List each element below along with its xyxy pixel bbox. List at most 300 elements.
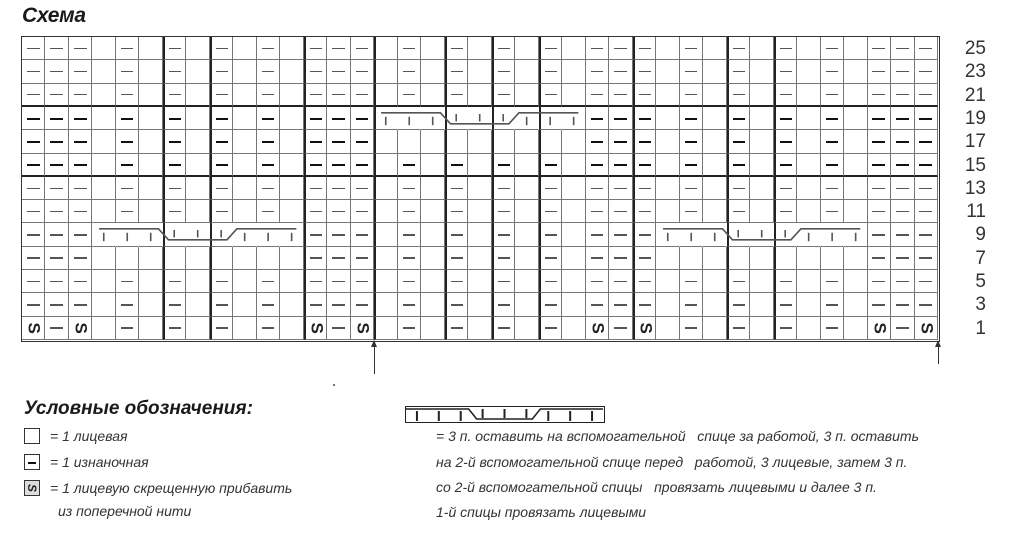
chart-cell-purl — [45, 154, 68, 177]
chart-cell-purl — [891, 177, 914, 200]
purl-dash-icon — [216, 188, 227, 190]
chart-cell-knit — [703, 200, 726, 223]
purl-dash-icon — [498, 281, 509, 283]
purl-dash-icon — [545, 327, 556, 329]
chart-cell-purl — [210, 200, 233, 223]
purl-dash-icon — [262, 281, 275, 283]
purl-dash-icon — [74, 141, 87, 143]
chart-cell-purl — [398, 177, 421, 200]
chart-cell-knit — [656, 200, 679, 223]
purl-dash-icon — [27, 71, 40, 73]
purl-dash-icon — [403, 327, 416, 329]
chart-cell-knit — [656, 247, 679, 270]
chart-cell-knit — [656, 154, 679, 177]
chart-cell-knit — [468, 223, 491, 246]
chart-cell-purl — [727, 200, 750, 223]
chart-cell-cable — [445, 107, 468, 130]
purl-dash-icon — [216, 94, 227, 96]
twisted-increase-icon: S — [587, 322, 607, 334]
purl-dash-icon — [614, 188, 627, 190]
chart-cell-purl — [680, 154, 703, 177]
chart-cell-knit — [233, 317, 256, 340]
purl-dash-icon — [332, 94, 345, 96]
purl-dash-icon — [74, 71, 87, 73]
chart-cell-knit — [703, 130, 726, 153]
chart-cell-knit — [139, 293, 162, 316]
purl-dash-icon — [639, 257, 650, 259]
chart-cell-knit — [656, 130, 679, 153]
purl-dash-icon — [451, 234, 462, 236]
chart-cell-purl — [45, 223, 68, 246]
chart-cell-purl — [633, 130, 656, 153]
chart-cell-purl — [45, 37, 68, 60]
chart-cell-knit — [750, 200, 773, 223]
chart-cell-purl — [257, 293, 280, 316]
twisted-increase-icon: S — [24, 322, 44, 334]
chart-cell-purl — [163, 60, 186, 83]
row-number-label: 17 — [964, 131, 986, 153]
purl-dash-icon — [780, 211, 791, 213]
purl-dash-icon — [614, 327, 627, 329]
chart-cell-knit — [468, 37, 491, 60]
chart-cell-cable — [163, 223, 186, 246]
chart-cell-purl — [586, 223, 609, 246]
purl-dash-icon — [498, 257, 509, 259]
chart-cell-knit — [233, 37, 256, 60]
chart-title: Схема — [22, 4, 86, 27]
chart-cell-purl — [210, 60, 233, 83]
purl-dash-icon — [262, 118, 275, 120]
purl-dash-icon — [896, 188, 909, 190]
purl-dash-icon — [121, 118, 134, 120]
chart-cell-purl — [539, 154, 562, 177]
purl-dash-icon — [591, 211, 604, 213]
chart-cell-purl — [727, 317, 750, 340]
legend-item-knit — [24, 428, 127, 444]
chart-cell-purl — [891, 270, 914, 293]
chart-cell-purl — [116, 317, 139, 340]
chart-cell-knit — [703, 317, 726, 340]
chart-cell-purl — [609, 130, 632, 153]
chart-cell-purl — [45, 200, 68, 223]
chart-cell-knit — [750, 37, 773, 60]
chart-cell-purl — [445, 223, 468, 246]
row-number-label: 15 — [964, 154, 986, 176]
purl-dash-icon — [591, 234, 604, 236]
purl-dash-icon — [356, 118, 369, 120]
purl-dash-icon — [545, 304, 556, 306]
chart-cell-knit — [797, 84, 820, 107]
chart-cell-knit — [233, 293, 256, 316]
purl-dash-icon — [498, 94, 509, 96]
purl-dash-icon — [332, 71, 345, 73]
purl-dash-icon — [919, 71, 932, 73]
purl-dash-icon — [50, 141, 63, 143]
row-number-label: 13 — [964, 177, 986, 199]
chart-cell-purl — [351, 60, 374, 83]
chart-cell-knit — [280, 84, 303, 107]
chart-cell-knit — [233, 130, 256, 153]
chart-cell-purl — [891, 37, 914, 60]
purl-dash-icon — [262, 304, 275, 306]
purl-dash-icon — [310, 94, 321, 96]
chart-cell-purl — [774, 130, 797, 153]
chart-cell-purl — [774, 60, 797, 83]
purl-dash-icon — [826, 118, 839, 120]
chart-cell-knit — [797, 60, 820, 83]
purl-dash-icon — [74, 281, 87, 283]
purl-dash-icon — [121, 141, 134, 143]
twisted-increase-icon: S — [353, 322, 373, 334]
purl-dash-icon — [896, 327, 909, 329]
purl-dash-icon — [403, 304, 416, 306]
purl-dash-icon — [356, 141, 369, 143]
chart-cell-knit — [492, 130, 515, 153]
chart-cell-knit — [421, 37, 444, 60]
chart-cell-knit — [92, 177, 115, 200]
chart-cell-purl — [680, 270, 703, 293]
chart-cell-purl — [304, 223, 327, 246]
chart-cell-purl — [257, 107, 280, 130]
chart-cell-purl — [821, 60, 844, 83]
chart-cell-cable — [280, 223, 303, 246]
chart-cell-purl — [445, 37, 468, 60]
chart-cell-cable — [703, 223, 726, 246]
purl-dash-icon — [919, 211, 932, 213]
chart-cell-purl — [586, 60, 609, 83]
chart-cell-purl — [915, 200, 938, 223]
chart-cell-purl — [868, 247, 891, 270]
chart-cell-cable — [774, 223, 797, 246]
purl-dash-icon — [919, 118, 932, 120]
chart-cell-knit — [750, 293, 773, 316]
chart-cell-purl — [351, 177, 374, 200]
purl-dash-icon — [121, 281, 134, 283]
chart-cell-knit — [750, 60, 773, 83]
chart-cell-twisted-increase — [69, 317, 92, 340]
purl-dash-icon — [896, 281, 909, 283]
chart-cell-knit — [844, 107, 867, 130]
chart-cell-purl — [327, 270, 350, 293]
chart-cell-knit — [562, 247, 585, 270]
purl-dash-icon — [262, 164, 275, 166]
chart-cell-purl — [116, 177, 139, 200]
chart-cell-knit — [139, 37, 162, 60]
chart-cell-purl — [351, 293, 374, 316]
purl-dash-icon — [826, 48, 839, 50]
chart-cell-knit — [280, 154, 303, 177]
chart-cell-purl — [868, 177, 891, 200]
purl-dash-icon — [74, 94, 87, 96]
chart-cell-knit — [515, 317, 538, 340]
purl-dash-icon — [614, 211, 627, 213]
purl-dash-icon — [74, 257, 87, 259]
chart-cell-purl — [633, 37, 656, 60]
chart-cell-knit — [398, 130, 421, 153]
chart-cell-purl — [539, 270, 562, 293]
chart-cell-knit — [280, 200, 303, 223]
purl-dash-icon — [310, 118, 321, 120]
chart-cell-purl — [586, 247, 609, 270]
chart-cell-purl — [492, 247, 515, 270]
purl-dash-icon — [614, 94, 627, 96]
chart-cell-knit — [468, 293, 491, 316]
purl-dash-icon — [685, 211, 698, 213]
chart-cell-purl — [163, 37, 186, 60]
purl-dash-icon — [310, 71, 321, 73]
purl-dash-icon — [27, 281, 40, 283]
purl-dash-icon — [872, 141, 885, 143]
chart-cell-purl — [116, 107, 139, 130]
purl-dash-icon — [545, 257, 556, 259]
chart-cell-purl — [327, 293, 350, 316]
purl-dash-icon — [685, 327, 698, 329]
chart-cell-purl — [774, 270, 797, 293]
row-number-label: 9 — [975, 224, 986, 246]
purl-dash-icon — [826, 164, 839, 166]
chart-cell-purl — [868, 293, 891, 316]
chart-cell-knit — [703, 60, 726, 83]
chart-cell-knit — [186, 317, 209, 340]
chart-cell-purl — [69, 130, 92, 153]
chart-cell-purl — [45, 84, 68, 107]
purl-dash-icon — [27, 94, 40, 96]
chart-cell-knit — [421, 200, 444, 223]
purl-dash-icon — [872, 71, 885, 73]
chart-cell-purl — [398, 154, 421, 177]
repeat-boundary-arrow-icon — [374, 346, 375, 374]
chart-cell-purl — [727, 107, 750, 130]
purl-dash-icon — [498, 71, 509, 73]
chart-cell-purl — [539, 293, 562, 316]
chart-cell-purl — [609, 177, 632, 200]
purl-dash-icon — [50, 94, 63, 96]
chart-cell-cable — [656, 223, 679, 246]
chart-cell-purl — [327, 223, 350, 246]
chart-cell-purl — [680, 293, 703, 316]
chart-cell-purl — [351, 223, 374, 246]
purl-dash-icon — [74, 211, 87, 213]
purl-dash-icon — [872, 48, 885, 50]
purl-dash-icon — [216, 48, 227, 50]
purl-dash-icon — [50, 71, 63, 73]
chart-cell-purl — [351, 154, 374, 177]
chart-cell-knit — [421, 317, 444, 340]
row-number-label: 21 — [964, 84, 986, 106]
chart-cell-purl — [633, 154, 656, 177]
chart-cell-knit — [844, 177, 867, 200]
purl-dash-icon — [733, 304, 744, 306]
purl-dash-icon — [50, 164, 63, 166]
chart-cell-cable — [492, 107, 515, 130]
chart-cell-knit — [186, 270, 209, 293]
chart-cell-purl — [539, 84, 562, 107]
purl-dash-icon — [403, 164, 416, 166]
chart-cell-purl — [539, 200, 562, 223]
chart-cell-knit — [280, 130, 303, 153]
chart-cell-purl — [727, 177, 750, 200]
chart-cell-cable — [562, 107, 585, 130]
chart-cell-purl — [69, 177, 92, 200]
purl-dash-icon — [74, 188, 87, 190]
chart-cell-purl — [116, 200, 139, 223]
chart-cell-purl — [727, 293, 750, 316]
chart-cell-purl — [492, 317, 515, 340]
purl-dash-icon — [919, 281, 932, 283]
purl-dash-icon — [614, 281, 627, 283]
chart-cell-knit — [92, 200, 115, 223]
chart-cell-purl — [45, 247, 68, 270]
chart-cell-purl — [915, 270, 938, 293]
purl-dash-icon — [27, 141, 40, 143]
chart-cell-cable — [92, 223, 115, 246]
chart-cell-purl — [586, 200, 609, 223]
chart-cell-purl — [680, 177, 703, 200]
chart-cell-purl — [351, 84, 374, 107]
chart-cell-cable — [233, 223, 256, 246]
purl-dash-icon — [614, 164, 627, 166]
chart-cell-purl — [327, 107, 350, 130]
chart-cell-knit — [280, 107, 303, 130]
chart-cell-purl — [868, 84, 891, 107]
chart-cell-knit — [139, 84, 162, 107]
purl-dash-icon — [733, 164, 744, 166]
chart-cell-purl — [821, 270, 844, 293]
chart-cell-purl — [22, 107, 45, 130]
purl-dash-icon — [685, 71, 698, 73]
chart-cell-knit — [186, 200, 209, 223]
chart-cell-purl — [45, 107, 68, 130]
chart-cell-knit — [562, 130, 585, 153]
chart-cell-purl — [351, 130, 374, 153]
chart-cell-purl — [210, 317, 233, 340]
chart-cell-purl — [45, 270, 68, 293]
chart-cell-knit — [844, 60, 867, 83]
chart-cell-cable — [515, 107, 538, 130]
chart-cell-purl — [22, 37, 45, 60]
chart-cell-purl — [210, 177, 233, 200]
chart-cell-purl — [304, 200, 327, 223]
chart-cell-purl — [327, 37, 350, 60]
chart-cell-knit — [703, 154, 726, 177]
chart-cell-knit — [515, 37, 538, 60]
chart-cell-knit — [374, 154, 397, 177]
purl-dash-icon — [356, 281, 369, 283]
purl-dash-icon — [872, 118, 885, 120]
twisted-increase-icon: S — [869, 322, 889, 334]
chart-cell-purl — [257, 154, 280, 177]
purl-dash-icon — [262, 327, 275, 329]
chart-cell-cable — [257, 223, 280, 246]
chart-cell-knit — [797, 293, 820, 316]
purl-dash-icon — [169, 327, 180, 329]
purl-dash-icon — [591, 118, 604, 120]
purl-dash-icon — [545, 94, 556, 96]
purl-dash-icon — [216, 141, 227, 143]
purl-dash-icon — [545, 48, 556, 50]
purl-symbol-icon — [24, 454, 40, 470]
purl-dash-icon — [310, 164, 321, 166]
chart-cell-purl — [633, 200, 656, 223]
purl-dash-icon — [919, 164, 932, 166]
purl-dash-icon — [121, 48, 134, 50]
chart-cell-purl — [304, 60, 327, 83]
chart-cell-purl — [727, 130, 750, 153]
chart-cell-purl — [398, 223, 421, 246]
purl-dash-icon — [872, 234, 885, 236]
purl-dash-icon — [685, 141, 698, 143]
row-number-label: 25 — [964, 38, 986, 59]
purl-dash-icon — [639, 71, 650, 73]
purl-dash-icon — [826, 94, 839, 96]
chart-cell-purl — [210, 107, 233, 130]
purl-dash-icon — [614, 234, 627, 236]
purl-dash-icon — [216, 211, 227, 213]
purl-dash-icon — [356, 211, 369, 213]
chart-cell-knit — [562, 154, 585, 177]
chart-cell-purl — [445, 317, 468, 340]
chart-cell-purl — [304, 130, 327, 153]
chart-cell-knit — [186, 84, 209, 107]
chart-cell-purl — [210, 270, 233, 293]
chart-cell-purl — [398, 84, 421, 107]
chart-cell-purl — [327, 154, 350, 177]
purl-dash-icon — [27, 118, 40, 120]
purl-dash-icon — [545, 188, 556, 190]
purl-dash-icon — [356, 257, 369, 259]
chart-cell-cable — [398, 107, 421, 130]
chart-cell-purl — [633, 293, 656, 316]
purl-dash-icon — [591, 94, 604, 96]
purl-dash-icon — [826, 327, 839, 329]
chart-cell-purl — [445, 200, 468, 223]
purl-dash-icon — [451, 281, 462, 283]
chart-cell-knit — [92, 60, 115, 83]
purl-dash-icon — [356, 164, 369, 166]
chart-cell-knit — [374, 84, 397, 107]
chart-cell-purl — [351, 247, 374, 270]
chart-cell-purl — [868, 60, 891, 83]
chart-cell-knit — [139, 154, 162, 177]
chart-cell-knit — [233, 60, 256, 83]
purl-dash-icon — [121, 304, 134, 306]
purl-dash-icon — [310, 257, 321, 259]
chart-cell-knit — [374, 177, 397, 200]
purl-dash-icon — [169, 71, 180, 73]
chart-cell-purl — [69, 200, 92, 223]
chart-cell-purl — [22, 84, 45, 107]
chart-cell-knit — [257, 247, 280, 270]
row-number-label: 23 — [964, 61, 986, 83]
purl-dash-icon — [332, 304, 345, 306]
chart-cell-knit — [515, 130, 538, 153]
chart-cell-knit — [421, 223, 444, 246]
chart-cell-knit — [703, 270, 726, 293]
chart-cell-cable — [797, 223, 820, 246]
chart-cell-purl — [492, 200, 515, 223]
chart-cell-knit — [92, 37, 115, 60]
chart-cell-cable — [727, 223, 750, 246]
chart-cell-purl — [445, 270, 468, 293]
purl-dash-icon — [356, 188, 369, 190]
legend-title: Условные обозначения: — [24, 398, 253, 419]
purl-dash-icon — [872, 304, 885, 306]
chart-cell-purl — [539, 60, 562, 83]
chart-cell-cable — [374, 107, 397, 130]
chart-cell-purl — [163, 130, 186, 153]
purl-dash-icon — [826, 141, 839, 143]
chart-cell-purl — [774, 177, 797, 200]
